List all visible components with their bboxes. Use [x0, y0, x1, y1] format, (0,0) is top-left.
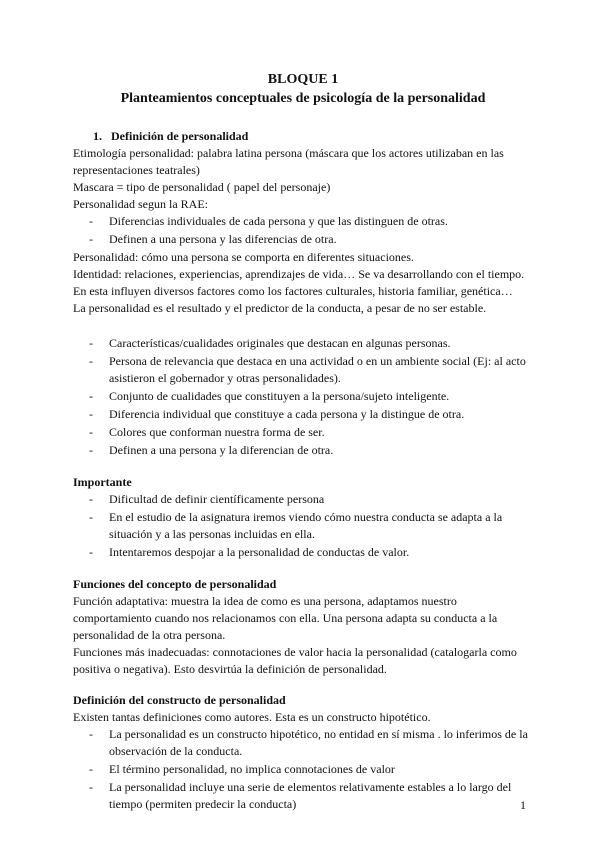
- list-item: - En el estudio de la asignatura iremos viendo cómo nuestra conducta se adapta a la situación y a las personas incluidas en ella.: [73, 509, 533, 543]
- page-subtitle: Planteamientos conceptuales de psicología de la personalidad: [120, 91, 486, 106]
- importante-list: [73, 491, 533, 561]
- section-heading-1: [73, 128, 533, 145]
- funciones-paragraph: Función adaptativa: muestra la idea de como es una persona, adaptamos nuestro comportamiento cuando nos relacionamos con ella. Una persona adapta su conducta a la personalidad de la otra persona.: [73, 594, 498, 642]
- list-item: - Diferencia individual que constituye a cada persona y la distingue de otra.: [73, 406, 533, 423]
- importante-heading: Importante: [73, 475, 132, 489]
- characteristics-list: [73, 335, 533, 459]
- list-item: - Definen a una persona y la diferencian de otra.: [73, 442, 533, 459]
- funciones-paragraph: Funciones más inadecuadas: connotaciones de valor hacia la personalidad (catalogarla como positiva o negativa). Esto desvirtúa la definición de personalidad.: [73, 645, 517, 676]
- document-page: [73, 70, 533, 814]
- list-item: - Intentaremos despojar a la personalidad de conductas de valor.: [73, 544, 533, 561]
- list-item: - La personalidad incluye una serie de elementos relativamente estables a lo largo del tiempo (permiten predecir la conducta): [73, 779, 533, 813]
- section-heading-text: Definición de personalidad: [111, 129, 249, 143]
- constructo-heading: Definición del constructo de personalidad: [73, 693, 286, 707]
- page-number: 1: [520, 798, 526, 812]
- intro-line: Personalidad segun la RAE:: [73, 197, 208, 211]
- constructo-intro: Existen tantas definiciones como autores. Esta es un constructo hipotético.: [73, 710, 431, 724]
- list-item: - Definen a una persona y las diferencias de otra.: [73, 231, 533, 248]
- page-title: BLOQUE 1: [267, 72, 339, 87]
- section-number: 1.: [93, 129, 102, 143]
- body-line: La personalidad es el resultado y el predictor de la conducta, a pesar de no ser estable.: [73, 301, 487, 315]
- list-item: - Colores que conforman nuestra forma de ser.: [73, 424, 533, 441]
- body-line: Identidad: relaciones, experiencias, aprendizajes de vida… Se va desarrollando con el tiempo.: [73, 267, 525, 281]
- list-item: - Características/cualidades originales que destacan en algunas personas.: [73, 335, 533, 352]
- list-item: - Persona de relevancia que destaca en una actividad o en un ambiente social (Ej: al acto asistieron el gobernador y otras personalidades).: [73, 353, 533, 387]
- body-line: Personalidad: cómo una persona se comporta en diferentes situaciones.: [73, 250, 414, 264]
- intro-line: Mascara = tipo de personalidad ( papel del personaje): [73, 180, 331, 194]
- list-item: - La personalidad es un constructo hipotético, no entidad en sí misma . lo inferimos de la observación de la conducta.: [73, 726, 533, 760]
- list-item: - El término personalidad, no implica connotaciones de valor: [73, 761, 533, 778]
- list-item: - Conjunto de cualidades que constituyen a la persona/sujeto inteligente.: [73, 388, 533, 405]
- constructo-list: [73, 726, 533, 813]
- list-item: - Diferencias individuales de cada persona y que las distinguen de otras.: [73, 213, 533, 230]
- rae-list: [73, 213, 533, 248]
- body-line: En esta influyen diversos factores como los factores culturales, historia familiar, genética…: [73, 284, 513, 298]
- funciones-heading: Funciones del concepto de personalidad: [73, 577, 277, 591]
- intro-line: Etimología personalidad: palabra latina persona (máscara que los actores utilizaban en las representaciones teatrales): [73, 146, 504, 177]
- list-item: - Dificultad de definir científicamente persona: [73, 491, 533, 508]
